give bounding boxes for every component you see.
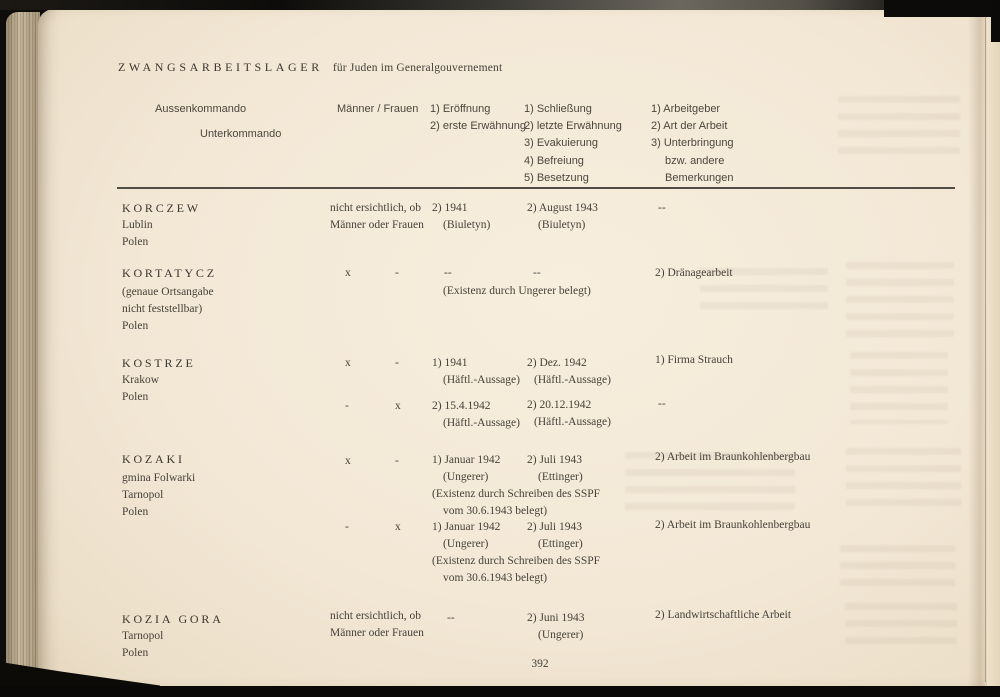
bleed-through-text (846, 448, 961, 514)
opening-date: -- (447, 612, 455, 624)
camp-location: Lublin (122, 219, 153, 231)
sex-note: Männer oder Frauen (330, 219, 424, 231)
page-subtitle: für Juden im Generalgouvernement (332, 62, 503, 74)
opening-source: (Biuletyn) (443, 219, 491, 231)
closing-date: 2) 20.12.1942 (527, 399, 592, 411)
camp-country: Polen (122, 391, 149, 403)
scan-bottom-edge (0, 686, 1000, 697)
right-page-sliver (987, 16, 1000, 686)
scan-top-right-corner (991, 0, 1000, 42)
camp-location: Tarnopol (122, 630, 164, 642)
existence-note: vom 30.6.1943 belegt) (443, 572, 548, 584)
camp-name: KOSTRZE (122, 356, 196, 370)
camp-location: (genaue Ortsangabe (122, 286, 214, 298)
closing-date: -- (533, 267, 541, 279)
opening-date: 1) Januar 1942 (432, 454, 501, 466)
camp-country: Polen (122, 647, 149, 659)
camp-location: Tarnopol (122, 489, 164, 501)
page-edge-shadow (6, 12, 40, 682)
closing-source: (Häftl.-Aussage) (534, 416, 611, 428)
scan-top-edge (0, 0, 1000, 10)
opening-source: (Häftl.-Aussage) (443, 417, 520, 429)
men-mark: - (345, 400, 349, 412)
camp-country: Polen (122, 236, 149, 248)
women-mark: - (395, 357, 399, 369)
work-info: 2) Landwirtschaftliche Arbeit (655, 609, 792, 621)
col-header-eroeffnung: 1) Eröffnung 2) erste Erwähnung (430, 103, 526, 133)
opening-date: 1) Januar 1942 (432, 521, 501, 533)
opening-date: 2) 1941 (432, 202, 468, 214)
col-header-schliessung: 1) Schließung 2) letzte Erwähnung 3) Evakuierung 4) Befreiung 5) Besetzung (524, 103, 622, 184)
work-info: 1) Firma Strauch (655, 354, 733, 366)
camp-name: KOZIA GORA (122, 612, 224, 626)
women-mark: - (395, 455, 399, 467)
page-number: 392 (531, 658, 549, 670)
opening-source: (Ungerer) (443, 471, 489, 483)
women-mark: x (395, 400, 401, 412)
col-header-unterkommando: Unterkommando (200, 128, 282, 140)
closing-source: (Ettinger) (538, 471, 583, 483)
opening-source: (Häftl.-Aussage) (443, 374, 520, 386)
bleed-through-text (846, 262, 954, 340)
closing-source: (Häftl.-Aussage) (534, 374, 611, 386)
work-info: 2) Dränagearbeit (655, 267, 733, 279)
women-mark: - (395, 267, 399, 279)
women-mark: x (395, 521, 401, 533)
men-mark: x (345, 357, 351, 369)
camp-name: KORCZEW (122, 201, 201, 215)
work-info: 2) Arbeit im Braunkohlenbergbau (655, 519, 811, 531)
col-header-arbeitgeber: 1) Arbeitgeber 2) Art der Arbeit 3) Unterbringung bzw. andere Bemerkungen (651, 103, 734, 184)
bleed-through-text (845, 603, 957, 649)
closing-source: (Ungerer) (538, 629, 584, 641)
closing-date: 2) Juli 1943 (527, 454, 582, 466)
work-info: 2) Arbeit im Braunkohlenbergbau (655, 451, 811, 463)
opening-date: 2) 15.4.1942 (432, 400, 491, 412)
opening-date: 1) 1941 (432, 357, 468, 369)
scan-top-edge-right (884, 0, 1000, 17)
camp-location: gmina Folwarki (122, 472, 196, 484)
right-fold-line (985, 14, 986, 682)
camp-name: KORTATYCZ (122, 266, 217, 280)
page-title: ZWANGSARBEITSLAGER (118, 60, 323, 74)
closing-date: 2) Dez. 1942 (527, 357, 587, 369)
existence-note: vom 30.6.1943 belegt) (443, 505, 548, 517)
work-info: -- (658, 398, 666, 410)
col-header-maenner-frauen: Männer / Frauen (337, 103, 419, 115)
col-header-aussenkommando: Aussenkommando (155, 103, 247, 115)
sex-note: nicht ersichtlich, ob (330, 202, 422, 214)
opening-date: -- (444, 267, 452, 279)
men-mark: - (345, 521, 349, 533)
header-rule (117, 187, 955, 189)
bleed-through-text (840, 545, 955, 589)
opening-source: (Ungerer) (443, 538, 489, 550)
camp-location: Krakow (122, 374, 160, 386)
camp-country: Polen (122, 320, 149, 332)
closing-date: 2) Juli 1943 (527, 521, 582, 533)
work-info: -- (658, 202, 666, 214)
closing-date: 2) August 1943 (527, 202, 598, 214)
camp-location: nicht feststellbar) (122, 303, 203, 315)
existence-note: (Existenz durch Schreiben des SSPF (432, 488, 601, 500)
closing-source: (Biuletyn) (538, 219, 586, 231)
existence-note: (Existenz durch Ungerer belegt) (443, 285, 591, 297)
men-mark: x (345, 455, 351, 467)
bleed-through-text (850, 352, 948, 424)
camp-name: KOZAKI (122, 452, 185, 466)
sex-note: nicht ersichtlich, ob (330, 610, 422, 622)
sex-note: Männer oder Frauen (330, 627, 424, 639)
bleed-through-text (838, 96, 960, 154)
men-mark: x (345, 267, 351, 279)
closing-date: 2) Juni 1943 (527, 612, 585, 624)
closing-source: (Ettinger) (538, 538, 583, 550)
page-heading (118, 59, 502, 77)
existence-note: (Existenz durch Schreiben des SSPF (432, 555, 601, 567)
camp-country: Polen (122, 506, 149, 518)
